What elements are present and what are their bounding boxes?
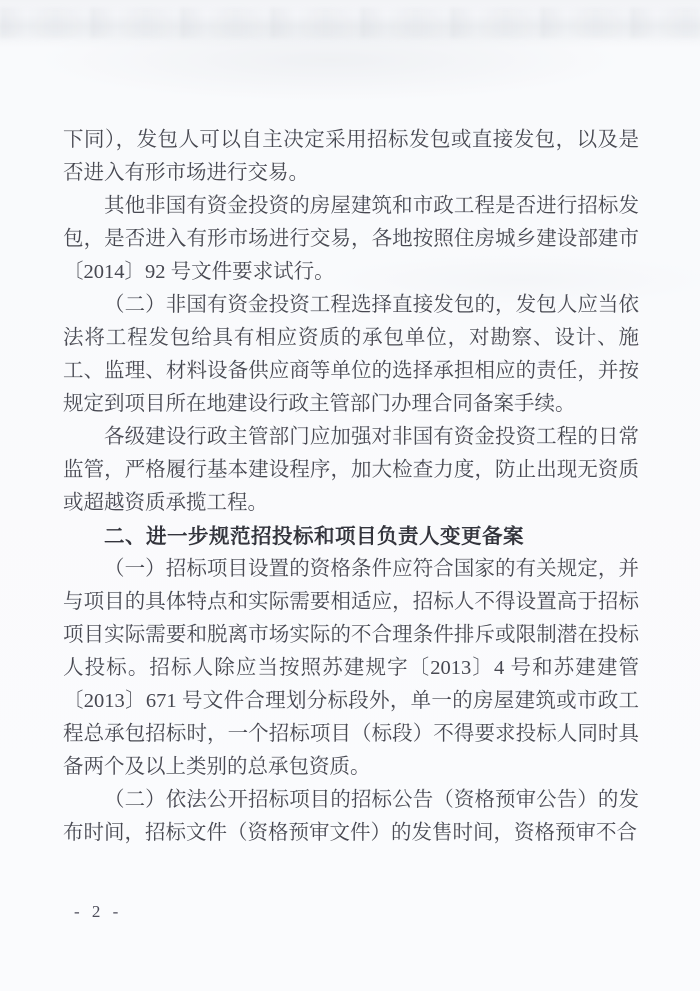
scan-artifact-band	[0, 8, 700, 38]
paragraph-continuation: 下同），发包人可以自主决定采用招标发包或直接发包，以及是否进入有形市场进行交易。	[63, 129, 639, 184]
paragraph-item2-announcement: （二）依法公开招标项目的招标公告（资格预审公告）的发布时间，招标文件（资格预审文件）的发售时间，资格预审不合	[63, 789, 639, 844]
paragraph-item1-qualification: （一）招标项目设置的资格条件应符合国家的有关规定，并与项目的具体特点和实际需要相适应，招标人不得设置高于招标项目实际需要和脱离市场实际的不合理条件排斥或限制潜在投标人投标。招标人除应当按照苏建规字〔2013〕4 号和苏建建管〔2013〕671 号文件合理划分标段外，单一的房屋建筑或市政工程总承包招标时，一个招标项目（标段）不得要求投标人同时具备两个及以上类别的总承包资质。	[63, 558, 639, 778]
section-heading-2: 二、进一步规范招投标和项目负责人变更备案	[104, 525, 524, 548]
paragraph-item2-direct-award: （二）非国有资金投资工程选择直接发包的，发包人应当依法将工程发包给具有相应资质的承包单位，对勘察、设计、施工、监理、材料设备供应商等单位的选择承担相应的责任，并按规定到项目所在地建设行政主管部门办理合同备案手续。	[63, 294, 639, 415]
document-body	[63, 124, 639, 850]
paragraph-other-nonstate-funds: 其他非国有资金投资的房屋建筑和市政工程是否进行招标发包，是否进入有形市场进行交易，各地按照住房城乡建设部建市〔2014〕92 号文件要求试行。	[63, 195, 639, 283]
page-number: - 2 -	[74, 902, 123, 921]
paragraph-supervision: 各级建设行政主管部门应加强对非国有资金投资工程的日常监管，严格履行基本建设程序，加大检查力度，防止出现无资质或超越资质承揽工程。	[63, 426, 639, 514]
